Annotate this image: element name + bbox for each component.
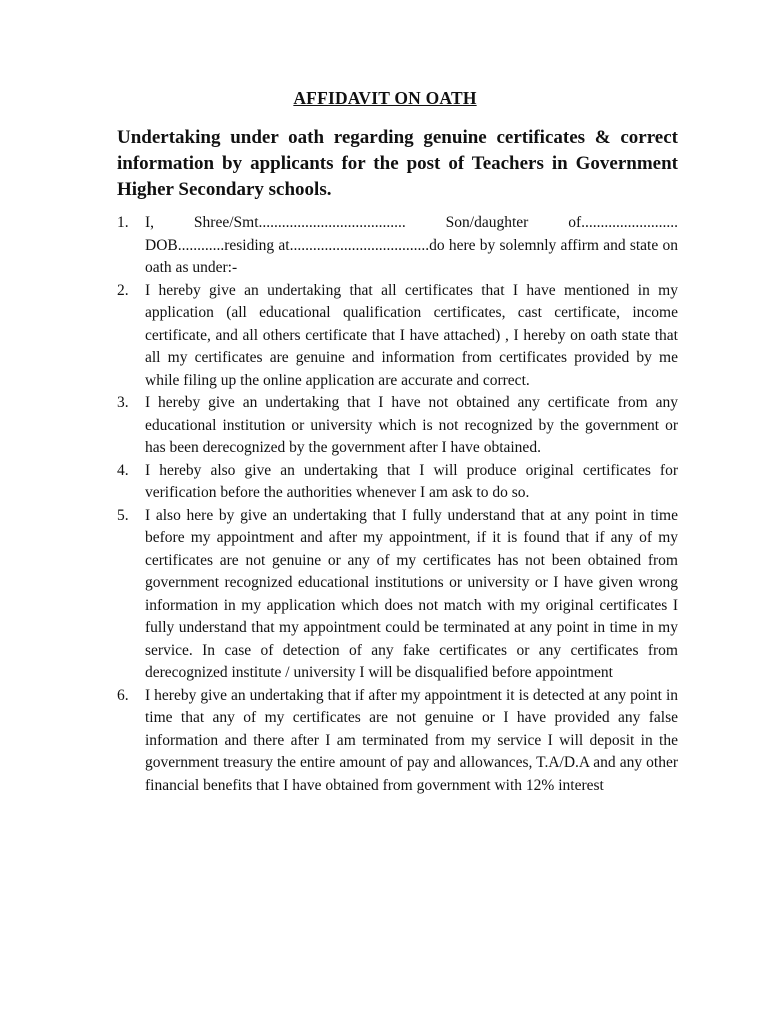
item-text: I hereby give an undertaking that all certificates that I have mentioned in my application (all educational qualification certificates, cast certificate, income certificate, and all others certificate that I have attached) , I hereby on oath state that all my certificates are genuine and information from certificates provided by me while filing up the online application are accurate and correct.	[145, 281, 678, 389]
item-number: 4.	[117, 461, 129, 479]
list-item	[117, 685, 678, 798]
item-number: 3.	[117, 394, 129, 411]
item-number: 6.	[117, 686, 129, 704]
item-number: 1.	[117, 214, 129, 231]
list-item	[117, 212, 678, 280]
item-number: 2.	[117, 281, 129, 299]
list-item	[117, 460, 678, 505]
list-item	[117, 392, 678, 460]
list-item	[117, 280, 678, 393]
document-title: AFFIDAVIT ON OATH	[293, 88, 477, 108]
item-text: I hereby give an undertaking that if after my appointment it is detected at any point in time that any of my certificates are not genuine or I have provided any false information and there after I am terminated from my service I will deposit in the government treasury the entire amount of pay and allowances, T.A/D.A and any other financial benefits that I have obtained from government with 12% interest	[145, 686, 678, 794]
item-number: 5.	[117, 506, 129, 524]
item-text: I hereby give an undertaking that I have not obtained any certificate from any educational institution or university which is not recognized by the government or has been derecognized by the government after I have obtained.	[145, 394, 678, 456]
item-text: I also here by give an undertaking that I fully understand that at any point in time before my appointment and after my appointment, if it is found that if any of my certificates are not genuine or any of my certificates has not been obtained from government recognized educational institutions or university or I have given wrong information in my application which does not match with my original certificates I fully understand that my appointment could be terminated at any point in time in my service. In case of detection of any fake certificates or any certificates from derecognized institute / university I will be disqualified before appointment	[145, 506, 678, 681]
document-subtitle: Undertaking under oath regarding genuine certificates & correct information by applicants for the post of Teachers in Government Higher Secondary schools.	[117, 127, 678, 200]
list-item	[117, 505, 678, 685]
undertaking-list	[117, 212, 678, 797]
item-text: I hereby also give an undertaking that I will produce original certificates for verification before the authorities whenever I am ask to do so.	[145, 461, 678, 501]
item-text: I, Shree/Smt...................................... Son/daughter of......................... DOB............residing at....................................do here by solemnly affirm and state on oath as under:-	[145, 214, 678, 276]
